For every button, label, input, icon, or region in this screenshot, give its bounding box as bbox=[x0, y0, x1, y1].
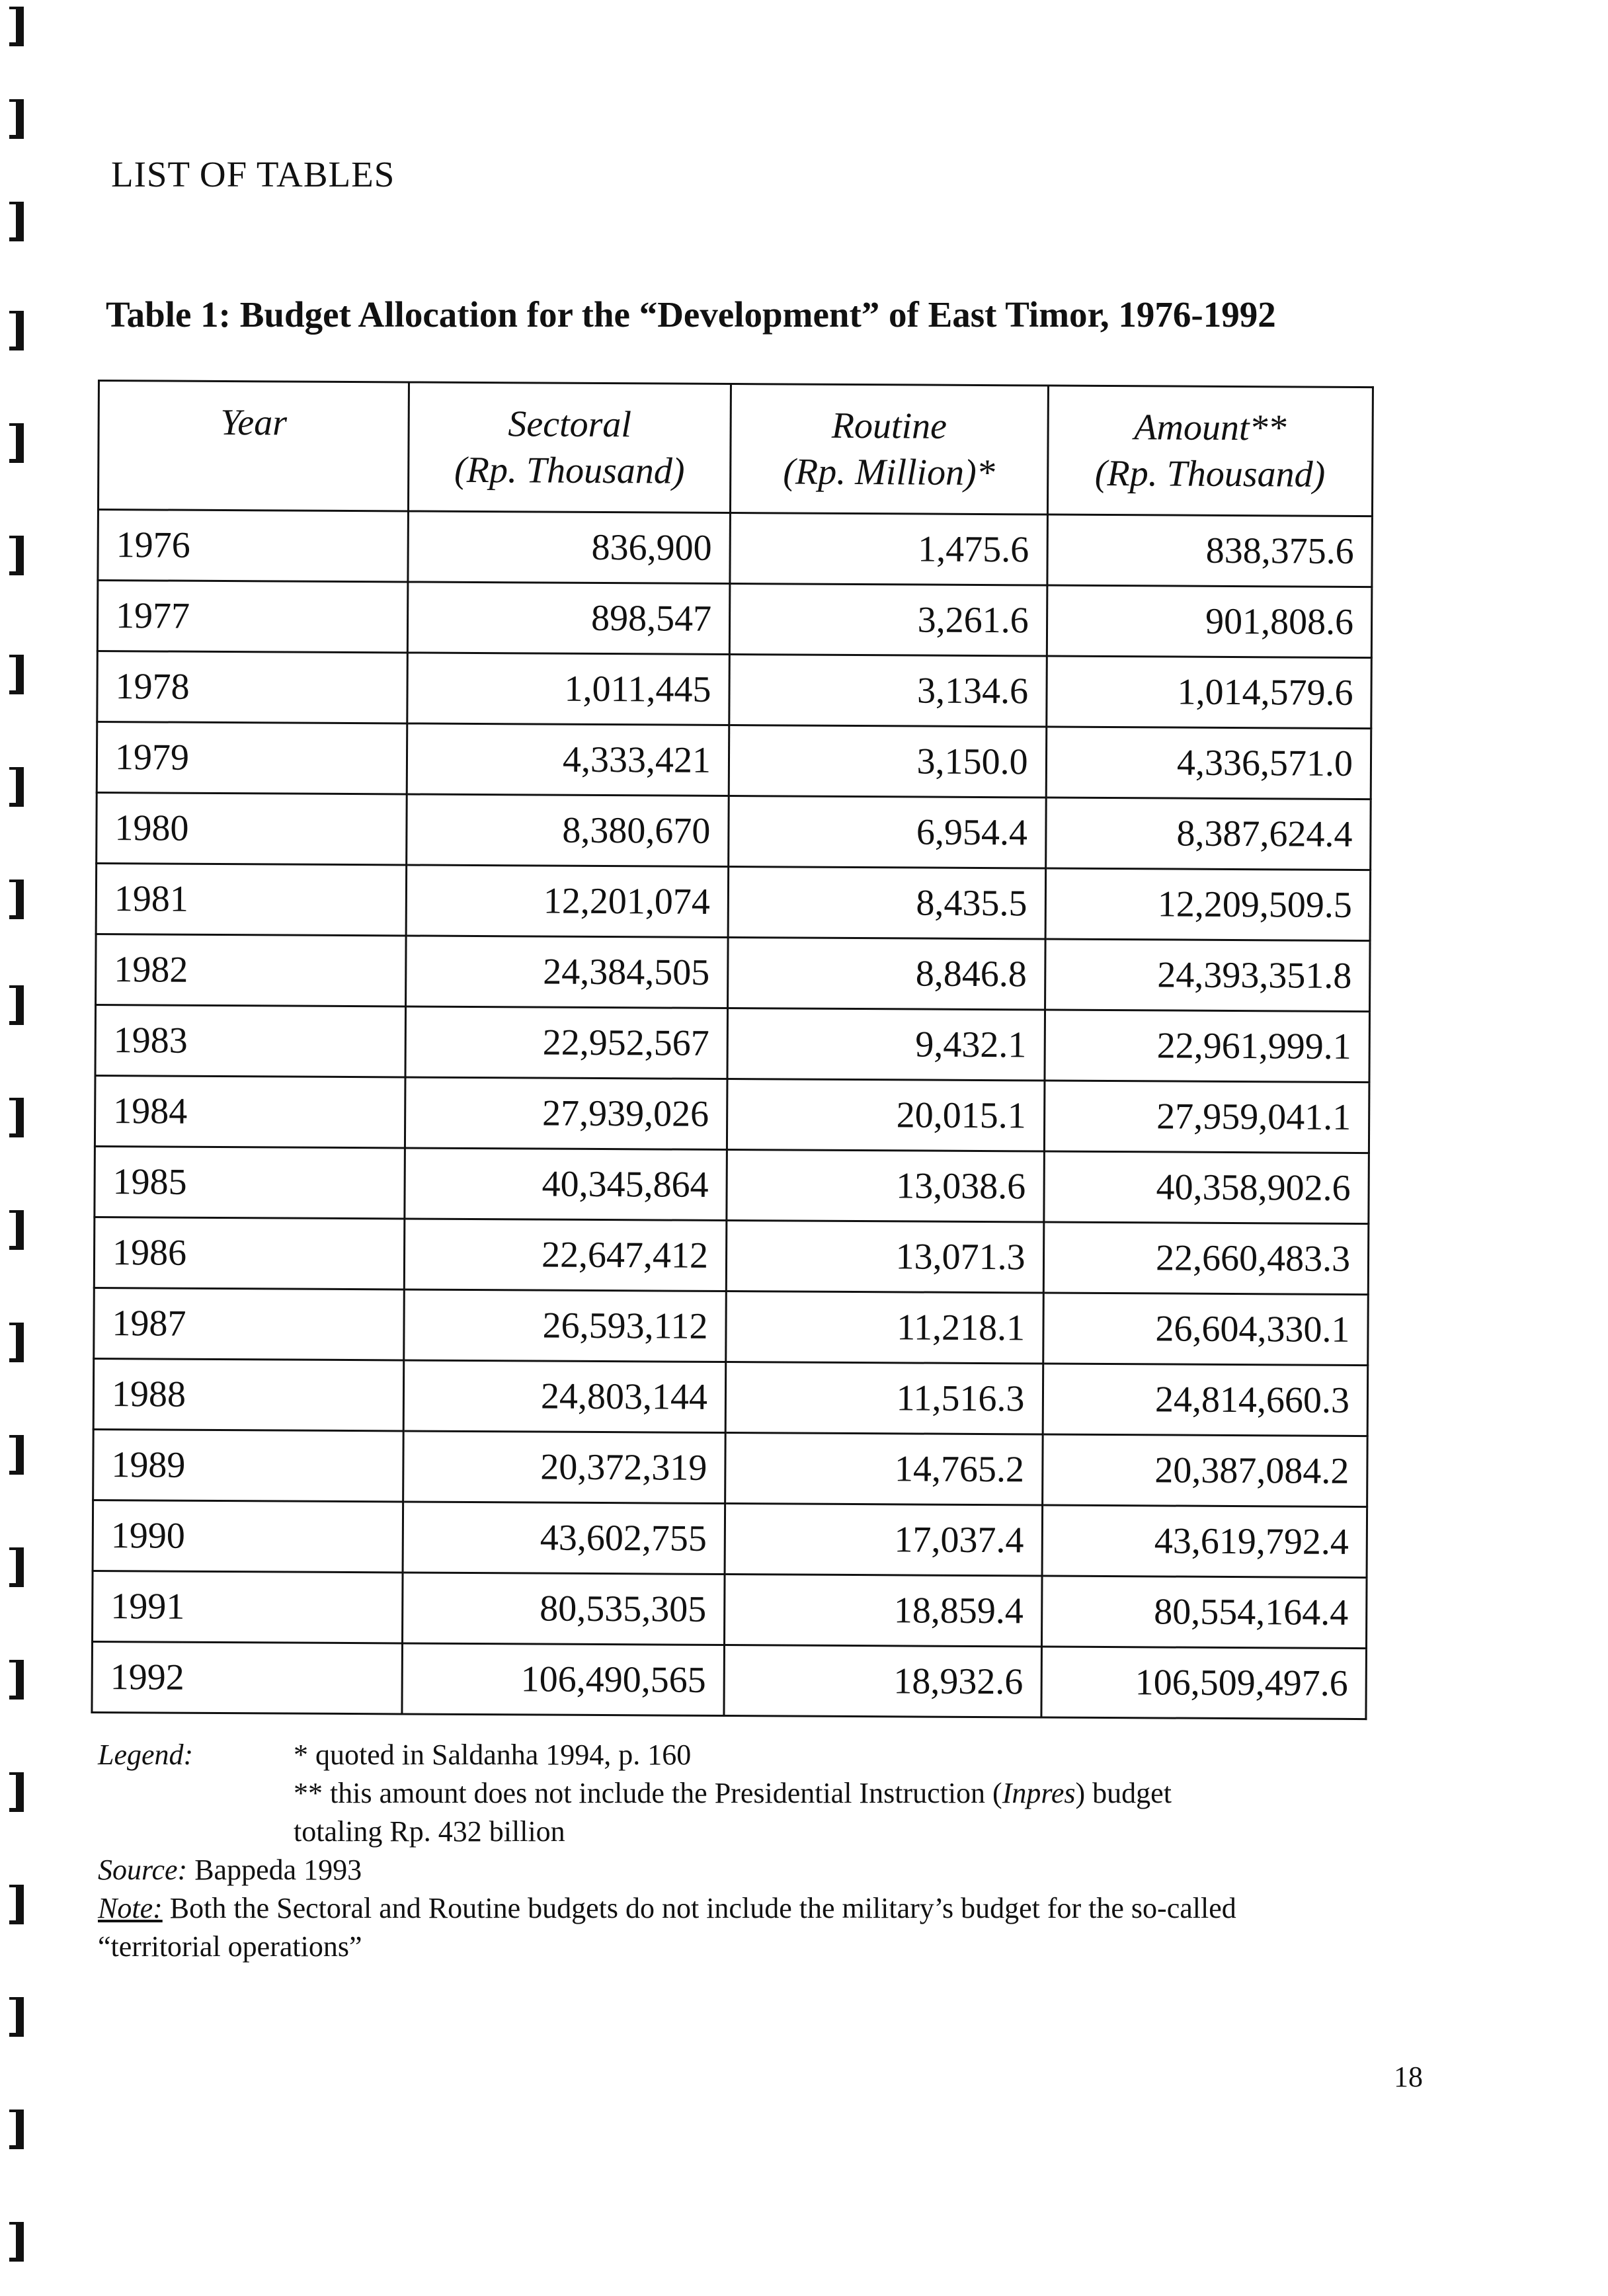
sectoral-cell: 898,547 bbox=[407, 582, 729, 655]
legend-text-2-suffix: ) budget bbox=[1075, 1777, 1172, 1809]
legend-line-2 bbox=[98, 1774, 1519, 1813]
routine-cell: 3,261.6 bbox=[729, 584, 1047, 657]
source-label: Source: bbox=[98, 1854, 188, 1886]
sectoral-cell: 43,602,755 bbox=[403, 1502, 725, 1575]
legend-text-2-italic: Inpres bbox=[1002, 1777, 1076, 1809]
amount-cell: 22,660,483.3 bbox=[1043, 1222, 1369, 1295]
sectoral-cell: 40,345,864 bbox=[405, 1148, 727, 1221]
source-line bbox=[98, 1851, 1519, 1889]
table-row bbox=[95, 1004, 1370, 1082]
column-header-sectoral-label: Sectoral bbox=[508, 403, 632, 446]
routine-cell: 8,846.8 bbox=[727, 938, 1045, 1010]
year-cell: 1985 bbox=[95, 1146, 405, 1218]
legend-text-1: * quoted in Saldanha 1994, p. 160 bbox=[294, 1739, 692, 1771]
column-header-routine bbox=[730, 384, 1048, 515]
table-row bbox=[92, 1641, 1367, 1719]
binder-ring-mark bbox=[9, 985, 24, 1025]
routine-cell: 11,218.1 bbox=[726, 1291, 1043, 1364]
binder-ring-mark bbox=[9, 1997, 24, 2037]
legend-text-2 bbox=[294, 1774, 1172, 1813]
amount-cell: 8,387,624.4 bbox=[1045, 798, 1371, 870]
binder-ring-mark bbox=[9, 99, 24, 139]
year-cell: 1983 bbox=[95, 1004, 406, 1077]
amount-cell: 20,387,084.2 bbox=[1042, 1434, 1367, 1507]
table-row bbox=[95, 1146, 1369, 1223]
binder-ring-mark bbox=[9, 423, 24, 463]
binder-ring-mark bbox=[9, 2222, 24, 2262]
amount-cell: 27,959,041.1 bbox=[1044, 1081, 1369, 1153]
note-text-2: “territorial operations” bbox=[98, 1930, 362, 1963]
year-cell: 1990 bbox=[93, 1500, 403, 1572]
sectoral-cell: 836,900 bbox=[408, 511, 730, 584]
amount-cell: 901,808.6 bbox=[1047, 585, 1372, 658]
binder-ring-mark bbox=[9, 1660, 24, 1700]
amount-cell: 106,509,497.6 bbox=[1041, 1647, 1367, 1719]
amount-cell: 838,375.6 bbox=[1047, 514, 1372, 587]
year-cell: 1986 bbox=[94, 1217, 405, 1289]
routine-cell: 13,038.6 bbox=[727, 1149, 1044, 1222]
sectoral-cell: 8,380,670 bbox=[407, 794, 729, 867]
column-header-amount-unit: (Rp. Thousand) bbox=[1094, 452, 1326, 495]
binder-ring-mark bbox=[9, 202, 24, 241]
table-row bbox=[96, 863, 1371, 940]
table-row bbox=[97, 722, 1371, 800]
routine-cell: 3,134.6 bbox=[729, 655, 1047, 727]
table-title: Table 1: Budget Allocation for the “Development” of East Timor, 1976-1992 bbox=[106, 294, 1276, 335]
sectoral-cell: 20,372,319 bbox=[403, 1431, 725, 1504]
routine-cell: 20,015.1 bbox=[727, 1079, 1044, 1151]
routine-cell: 1,475.6 bbox=[730, 513, 1047, 586]
amount-cell: 24,814,660.3 bbox=[1043, 1364, 1368, 1436]
legend-label: Legend: bbox=[98, 1739, 194, 1771]
sectoral-cell: 12,201,074 bbox=[406, 865, 728, 938]
year-cell: 1984 bbox=[95, 1075, 405, 1147]
column-header-sectoral-unit: (Rp. Thousand) bbox=[454, 449, 685, 492]
year-cell: 1976 bbox=[98, 510, 409, 582]
binder-margin bbox=[0, 0, 40, 2296]
amount-cell: 12,209,509.5 bbox=[1045, 868, 1371, 941]
table-row bbox=[96, 934, 1371, 1011]
source-text: Bappeda 1993 bbox=[187, 1854, 362, 1886]
binder-ring-mark bbox=[9, 1772, 24, 1812]
sectoral-cell: 106,490,565 bbox=[402, 1643, 724, 1716]
routine-cell: 17,037.4 bbox=[725, 1503, 1042, 1576]
routine-cell: 8,435.5 bbox=[728, 867, 1045, 940]
sectoral-cell: 22,952,567 bbox=[405, 1006, 727, 1079]
routine-cell: 13,071.3 bbox=[726, 1220, 1043, 1293]
table-row bbox=[94, 1288, 1369, 1365]
year-cell: 1989 bbox=[93, 1429, 404, 1501]
table-row bbox=[97, 581, 1372, 658]
legend-text-3: totaling Rp. 432 billion bbox=[294, 1815, 565, 1848]
routine-cell: 6,954.4 bbox=[729, 796, 1046, 869]
routine-cell: 18,932.6 bbox=[724, 1645, 1041, 1717]
routine-cell: 14,765.2 bbox=[725, 1432, 1043, 1505]
column-header-amount bbox=[1047, 386, 1373, 516]
year-cell: 1980 bbox=[97, 792, 407, 864]
table-row bbox=[95, 1075, 1369, 1153]
list-of-tables-heading: LIST OF TABLES bbox=[111, 154, 395, 194]
legend-text-2-prefix: ** this amount does not include the Presidential Instruction ( bbox=[294, 1777, 1002, 1809]
binder-ring-mark bbox=[9, 536, 24, 575]
year-cell: 1981 bbox=[96, 863, 407, 935]
routine-cell: 18,859.4 bbox=[724, 1574, 1041, 1647]
binder-ring-mark bbox=[9, 1885, 24, 1924]
column-header-routine-label: Routine bbox=[831, 405, 947, 447]
sectoral-cell: 24,803,144 bbox=[403, 1360, 725, 1433]
binder-ring-mark bbox=[9, 655, 24, 694]
column-header-routine-unit: (Rp. Million)* bbox=[783, 451, 995, 494]
amount-cell: 26,604,330.1 bbox=[1043, 1293, 1368, 1366]
sectoral-cell: 24,384,505 bbox=[406, 936, 728, 1008]
sectoral-cell: 80,535,305 bbox=[403, 1573, 725, 1645]
year-cell: 1978 bbox=[97, 651, 408, 723]
binder-ring-mark bbox=[9, 1547, 24, 1587]
legend-line-1 bbox=[98, 1736, 1519, 1774]
routine-cell: 3,150.0 bbox=[729, 725, 1046, 798]
column-header-amount-label: Amount** bbox=[1134, 407, 1287, 449]
sectoral-cell: 4,333,421 bbox=[407, 723, 729, 796]
year-cell: 1991 bbox=[93, 1571, 403, 1643]
legend-line-3 bbox=[98, 1813, 1519, 1851]
binder-ring-mark bbox=[9, 1435, 24, 1475]
table-row bbox=[97, 651, 1372, 729]
table-footnotes bbox=[98, 1736, 1519, 1966]
table-row bbox=[93, 1429, 1368, 1506]
amount-cell: 1,014,579.6 bbox=[1046, 656, 1371, 729]
amount-cell: 22,961,999.1 bbox=[1045, 1010, 1370, 1083]
table-row bbox=[93, 1358, 1368, 1436]
table-header-row bbox=[98, 381, 1373, 516]
routine-cell: 9,432.1 bbox=[727, 1008, 1045, 1081]
year-cell: 1987 bbox=[94, 1288, 405, 1360]
column-header-sectoral bbox=[409, 382, 731, 513]
year-cell: 1979 bbox=[97, 722, 407, 794]
note-label: Note: bbox=[98, 1892, 163, 1924]
binder-ring-mark bbox=[9, 2110, 24, 2149]
year-cell: 1982 bbox=[96, 934, 407, 1006]
table-row bbox=[93, 1571, 1367, 1648]
column-header-year bbox=[98, 381, 409, 511]
amount-cell: 80,554,164.4 bbox=[1041, 1576, 1367, 1649]
note-text: Both the Sectoral and Routine budgets do not include the military’s budget for the so-called bbox=[162, 1892, 1236, 1924]
year-cell: 1988 bbox=[93, 1358, 404, 1430]
amount-cell: 40,358,902.6 bbox=[1043, 1151, 1369, 1224]
binder-ring-mark bbox=[9, 1098, 24, 1137]
year-cell: 1977 bbox=[97, 581, 408, 653]
table-row bbox=[93, 1500, 1367, 1577]
amount-cell: 24,393,351.8 bbox=[1045, 939, 1370, 1012]
table-row bbox=[97, 792, 1371, 870]
binder-ring-mark bbox=[9, 1210, 24, 1250]
note-line-1 bbox=[98, 1889, 1519, 1928]
binder-ring-mark bbox=[9, 880, 24, 919]
binder-ring-mark bbox=[9, 7, 24, 46]
table-row bbox=[98, 510, 1373, 587]
column-header-year-label: Year bbox=[220, 401, 288, 444]
binder-ring-mark bbox=[9, 311, 24, 350]
note-line-2 bbox=[98, 1928, 1519, 1966]
routine-cell: 11,516.3 bbox=[725, 1362, 1043, 1434]
table-row bbox=[94, 1217, 1369, 1294]
amount-cell: 43,619,792.4 bbox=[1042, 1505, 1367, 1578]
budget-table bbox=[91, 380, 1374, 1720]
page-number: 18 bbox=[1394, 2061, 1423, 2093]
sectoral-cell: 27,939,026 bbox=[405, 1077, 727, 1150]
sectoral-cell: 1,011,445 bbox=[407, 653, 729, 725]
sectoral-cell: 26,593,112 bbox=[404, 1290, 726, 1362]
amount-cell: 4,336,571.0 bbox=[1046, 727, 1371, 800]
binder-ring-mark bbox=[9, 767, 24, 807]
sectoral-cell: 22,647,412 bbox=[404, 1219, 726, 1292]
year-cell: 1992 bbox=[92, 1641, 403, 1713]
binder-ring-mark bbox=[9, 1323, 24, 1362]
